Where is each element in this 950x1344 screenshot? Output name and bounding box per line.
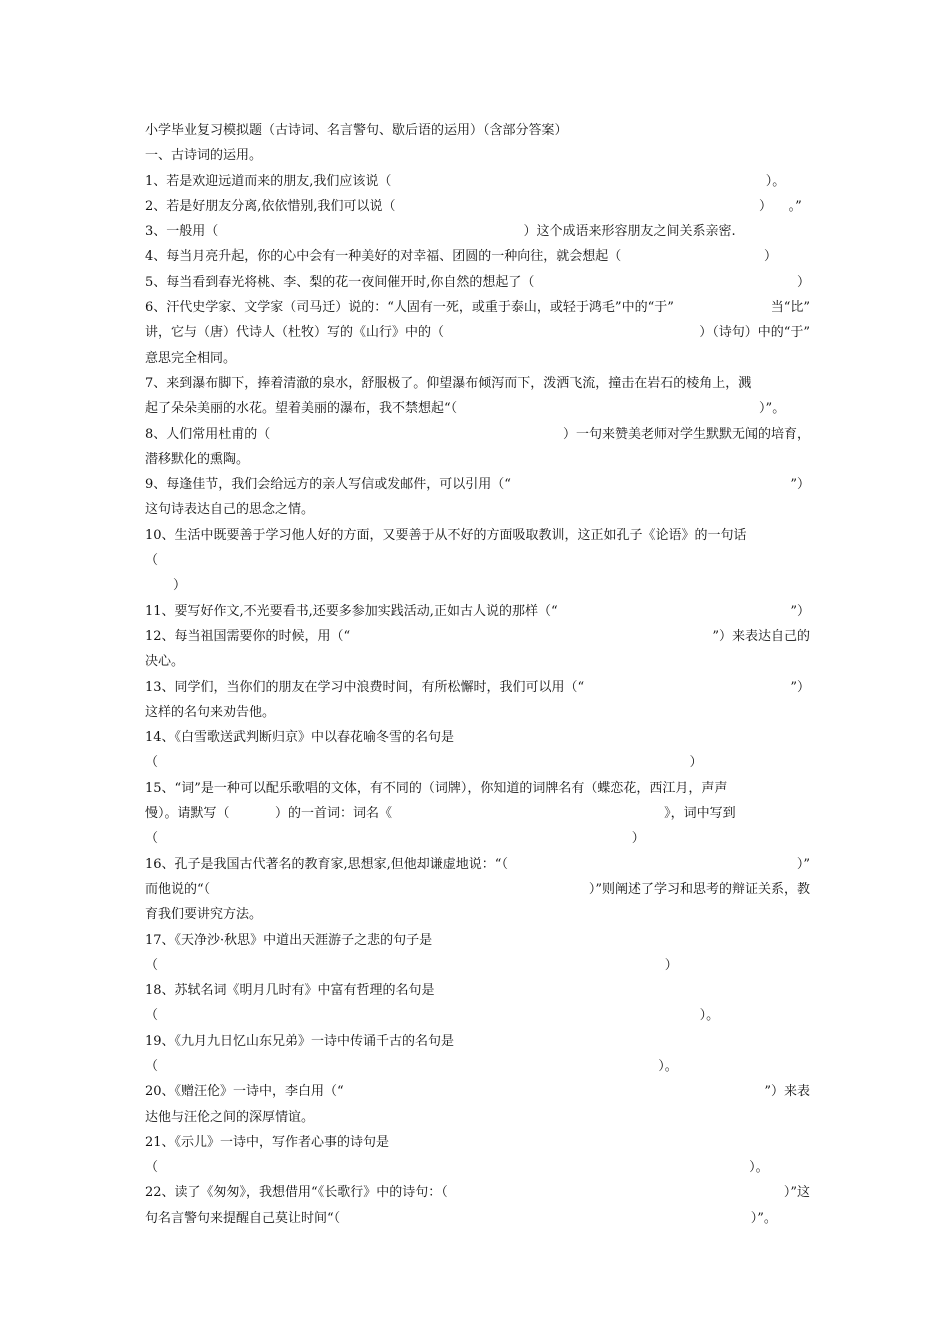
answer-blank-close: ） (664, 957, 810, 973)
answer-blank-close: ） (631, 831, 810, 847)
text-line (145, 1029, 810, 1054)
answer-blank-close: ”） (790, 679, 810, 695)
text-line (145, 826, 810, 851)
line-text-left: （ (145, 831, 159, 847)
answer-blank-close: ”）来表 (764, 1084, 810, 1100)
text-line (145, 1206, 810, 1231)
line-text: 7、来到瀑布脚下，捧着清澈的泉水，舒服极了。仰望瀑布倾泻而下，泼洒飞流，撞击在岩石的棱角上，溅 (145, 375, 752, 391)
text-line (145, 852, 810, 877)
text-line (145, 472, 810, 497)
answer-blank-close: ”） (790, 477, 810, 493)
text-line (145, 928, 810, 953)
text-line (145, 169, 810, 194)
answer-blank-close: ”）来表达自己的 (712, 628, 810, 644)
answer-blank-close: ）”。 (759, 401, 810, 417)
text-line (145, 725, 810, 750)
answer-blank-close: ）这个成语来形容朋友之间关系亲密. (523, 224, 810, 240)
text-line (145, 422, 810, 447)
line-text-left: 22、读了《匆匆》，我想借用“《长歌行》中的诗句：（ (145, 1185, 448, 1201)
line-text: 小学毕业复习模拟题（古诗词、名言警句、歇后语的运用）（含部分答案） (145, 123, 568, 138)
text-line (145, 801, 810, 826)
line-text: 意思完全相同。 (145, 350, 237, 366)
text-line (145, 1155, 810, 1180)
text-line (145, 700, 810, 725)
line-text: 10、生活中既要善于学习他人好的方面，又要善于从不好的方面吸取教训，这正如孔子《论语》的一句话 (145, 527, 747, 543)
text-line (145, 143, 810, 168)
line-text-left: 16、孔子是我国古代著名的教育家,思想家,但他却谦虚地说：“（ (145, 856, 508, 872)
answer-blank-close: ） (689, 755, 810, 771)
text-line (145, 776, 810, 801)
line-text-left: 讲，它与（唐）代诗人（杜牧）写的《山行》中的（ (145, 325, 445, 341)
document-page (145, 118, 810, 1231)
line-text-left: 起了朵朵美丽的水花。望着美丽的瀑布，我不禁想起“（ (145, 401, 458, 417)
answer-blank-close: ）。 (658, 1058, 810, 1074)
text-line (145, 675, 810, 700)
line-text: 这句诗表达自己的思念之情。 (145, 502, 315, 518)
text-line (145, 194, 810, 219)
line-text: 18、苏轼名词《明月几时有》中富有哲理的名句是 (145, 983, 435, 999)
line-text: 21、《示儿》一诗中，写作者心事的诗句是 (145, 1134, 390, 1150)
text-line (145, 1054, 810, 1079)
line-text-left: 句名言警句来提醒自己莫让时间“（ (145, 1210, 341, 1226)
answer-blank-close: ）。 (765, 173, 810, 189)
text-line (145, 1180, 810, 1205)
text-line (145, 1079, 810, 1104)
line-text-left: 慢）。请默写（ ）的一首词：词名《 (145, 806, 392, 822)
text-line (145, 396, 810, 421)
text-line (145, 346, 810, 371)
text-line (145, 320, 810, 345)
line-text-left: 5、每当看到春光将桃、李、梨的花一夜间催开时,你自然的想起了（ (145, 274, 535, 290)
text-line (145, 497, 810, 522)
text-line (145, 548, 810, 573)
line-text: 决心。 (145, 654, 185, 670)
text-line (145, 447, 810, 472)
line-text: 这样的名句来劝告他。 (145, 704, 276, 720)
text-line (145, 877, 810, 902)
text-line (145, 270, 810, 295)
answer-blank-close: ）”这 (783, 1185, 810, 1201)
answer-blank-close: ） (763, 249, 810, 265)
line-text-left: 3、一般用（ (145, 224, 219, 240)
text-line (145, 573, 810, 598)
line-text-left: （ (145, 1058, 159, 1074)
line-text-left: 4、每当月亮升起，你的心中会有一种美好的对幸福、团圆的一种向往，就会想起（ (145, 249, 622, 265)
text-line (145, 649, 810, 674)
text-line (145, 978, 810, 1003)
answer-blank-close: ）”则阐述了学习和思考的辩证关系，教 (588, 881, 810, 897)
line-text-left: （ (145, 1160, 159, 1176)
line-text: ） (173, 578, 187, 594)
line-text: 15、“词”是一种可以配乐歌唱的文体，有不同的（词牌），你知道的词牌名有（蝶恋花，西江月，声声 (145, 780, 728, 796)
answer-blank-close: ） 。” (759, 198, 810, 214)
text-line (145, 902, 810, 927)
text-line (145, 219, 810, 244)
line-text-left: 20、《赠汪伦》一诗中，李白用（“ (145, 1084, 344, 1100)
line-text: 潜移默化的熏陶。 (145, 451, 250, 467)
line-text-left: （ (145, 957, 159, 973)
line-text-left: 2、若是好朋友分离,依依惜别,我们可以说（ (145, 198, 396, 214)
text-line (145, 1105, 810, 1130)
text-line (145, 599, 810, 624)
line-text-left: 11、要写好作文,不光要看书,还要多参加实践活动,正如古人说的那样（“ (145, 603, 558, 619)
text-line (145, 244, 810, 269)
line-text-left: 13、同学们，当你们的朋友在学习中浪费时间，有所松懈时，我们可以用（“ (145, 679, 585, 695)
text-line (145, 295, 810, 320)
text-line (145, 624, 810, 649)
text-line (145, 1003, 810, 1028)
answer-blank-close: ）” (796, 856, 810, 872)
text-line (145, 1130, 810, 1155)
answer-blank-close: 》，词中写到 (664, 806, 810, 822)
answer-blank-close: ）。 (699, 1008, 810, 1024)
answer-blank-close: ） (796, 274, 810, 290)
line-text: 育我们要讲究方法。 (145, 907, 263, 923)
line-text-left: （ (145, 1008, 159, 1024)
line-text: 17、《天净沙·秋思》中道出天涯游子之悲的句子是 (145, 932, 433, 948)
text-line (145, 750, 810, 775)
line-text: （ (145, 553, 159, 569)
text-line (145, 118, 810, 143)
line-text: 达他与汪伦之间的深厚情谊。 (145, 1109, 315, 1125)
text-line (145, 371, 810, 396)
line-text-left: 9、每逢佳节，我们会给远方的亲人写信或发邮件，可以引用（“ (145, 477, 511, 493)
line-text-left: （ (145, 755, 159, 771)
line-text: 14、《白雪歌送武判断归京》中以春花喻冬雪的名句是 (145, 730, 455, 746)
answer-blank-close: ）”。 (750, 1210, 810, 1226)
answer-blank-close: ）一句来赞美老师对学生默默无闻的培育， (562, 426, 810, 442)
line-text-left: 12、每当祖国需要你的时候，用（“ (145, 628, 351, 644)
answer-blank-close: ）（诗句）中的“于” (699, 325, 810, 341)
line-text: 19、《九月九日忆山东兄弟》一诗中传诵千古的名句是 (145, 1033, 455, 1049)
line-text-left: 8、人们常用杜甫的（ (145, 426, 271, 442)
line-text-left: 1、若是欢迎远道而来的朋友,我们应该说（ (145, 173, 392, 189)
text-line (145, 523, 810, 548)
text-line (145, 953, 810, 978)
line-text-left: 而他说的“（ (145, 881, 211, 897)
answer-blank-close: ”） (790, 603, 810, 619)
line-text-left: 6、汗代史学家、文学家（司马迁）说的：“人固有一死，或重于泰山，或轻于鸿毛”中的“于” (145, 300, 674, 316)
line-text: 一、古诗词的运用。 (145, 148, 263, 164)
answer-blank-close: 当“比” (770, 300, 810, 316)
answer-blank-close: ）。 (749, 1160, 810, 1176)
